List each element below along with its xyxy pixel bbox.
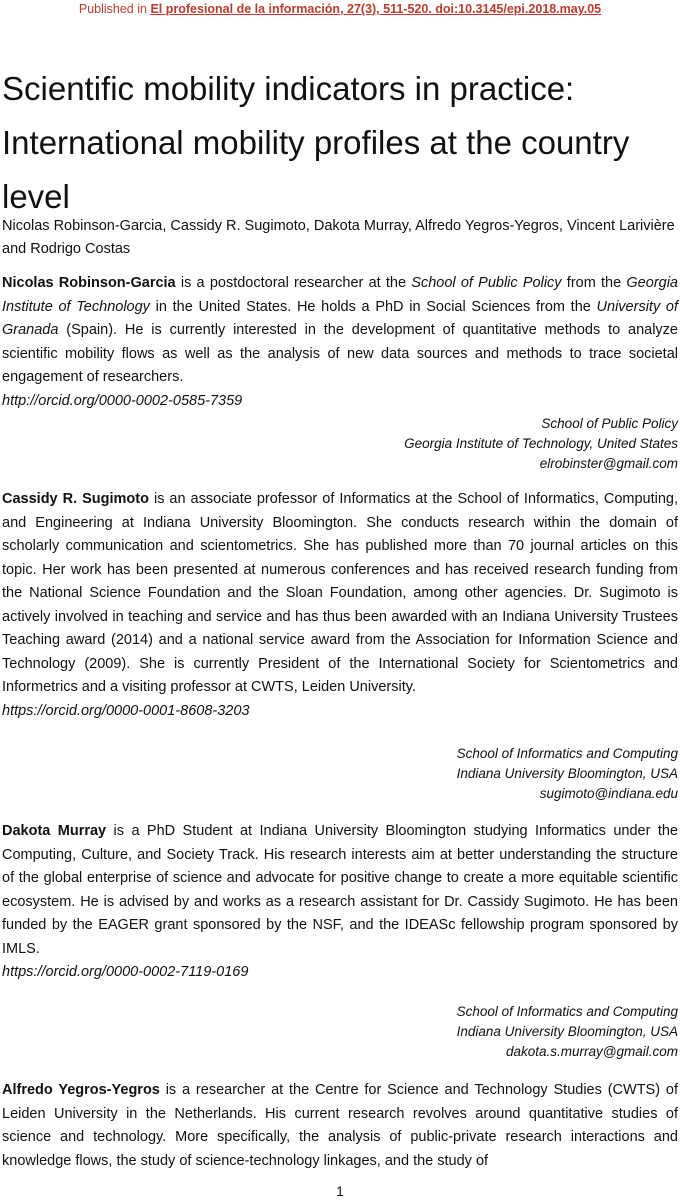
affiliation-block — [178, 414, 678, 474]
affiliation-line: School of Informatics and Computing — [456, 1004, 678, 1019]
bio-name: Alfredo Yegros-Yegros — [2, 1082, 160, 1098]
orcid-link[interactable]: https://orcid.org/0000-0001-8608-3203 — [2, 702, 250, 719]
bio-text: is a PhD Student at Indiana University Bloomington studying Informatics under the Computing, Culture, and Society Track. His research interests aim at better understanding the structure of the global enterprise of science and advocate for positive change to create a more equitable scientific ecosystem. He is advised by and works as a research assistant for Dr. Cassidy Sugimoto. He has been funded by the EAGER grant sponsored by the NSF, and the IDEASc fellowship program sponsored by IMLS. — [2, 823, 678, 957]
affiliation-line: Georgia Institute of Technology, United States — [404, 436, 678, 451]
affiliation-block — [178, 744, 678, 804]
affiliation-line: School of Informatics and Computing — [456, 746, 678, 761]
bio-italic: Georgia Institute of Technology — [2, 275, 678, 315]
header-prefix: Published in — [78, 2, 147, 16]
bio-text: in the United States. He holds a PhD in Social Sciences from the — [149, 298, 597, 315]
orcid-link[interactable]: http://orcid.org/0000-0002-0585-7359 — [2, 392, 243, 409]
paper-title: Scientific mobility indicators in practice: International mobility profiles at the country level — [2, 70, 630, 215]
affiliation-email[interactable]: dakota.s.murray@gmail.com — [505, 1044, 678, 1059]
bio-text: is an associate professor of Informatics at the School of Informatics, Computing, and Engineering at Indiana University Bloomington. She conducts research within the domain of scholarly communication and scientometrics. She has published more than 70 journal articles on this topic. Her work has been presented at numerous conferences and has received research funding from the National Science Foundation and the Sloan Foundation, among other agencies. Dr. Sugimoto is actively involved in teaching and service and has thus been awarded with an Indiana University Trustees Teaching award (2014) and a national service award from the Association for Information Science and Technology (2009). She is currently President of the International Society for Scientometrics and Informetrics and a visiting professor at CWTS, Leiden University. — [2, 491, 678, 695]
author-list: Nicolas Robinson-Garcia, Cassidy R. Sugimoto, Dakota Murray, Alfredo Yegros-Yegros, Vincent Larivière and Rodrigo Costas — [2, 218, 675, 257]
bio-text: is a postdoctoral researcher at the — [175, 275, 412, 291]
affiliation-line: School of Public Policy — [541, 416, 678, 431]
page-number: 1 — [336, 1183, 344, 1199]
bio-murray — [2, 820, 678, 985]
bio-name: Nicolas Robinson-Garcia — [2, 275, 176, 291]
bio-name: Cassidy R. Sugimoto — [2, 491, 149, 507]
bio-text: from the — [561, 275, 627, 291]
bio-italic: School of Public Policy — [411, 275, 562, 291]
affiliation-block — [178, 1002, 678, 1062]
affiliation-email[interactable]: elrobinster@gmail.com — [539, 456, 678, 471]
bio-yegros-yegros — [2, 1079, 678, 1173]
affiliation-line: Indiana University Bloomington, USA — [456, 766, 678, 781]
bio-text: is a researcher at the Centre for Science and Technology Studies (CWTS) of Leiden University in the Netherlands. His current research revolves around quantitative studies of science and technology. More specifically, the analysis of public-private research interactions and knowledge flows, the study of science-technology linkages, and the study of — [2, 1082, 678, 1169]
bio-text: (Spain). He is currently interested in the development of quantitative methods to analyze scientific mobility flows as well as the analysis of new data sources and methods to trace societal engagement of researchers. — [2, 322, 678, 385]
bio-italic: University of Granada — [2, 298, 678, 338]
affiliation-line: Indiana University Bloomington, USA — [456, 1024, 678, 1039]
bio-name: Dakota Murray — [2, 823, 107, 839]
bio-robinson-garcia — [2, 272, 678, 413]
citation-link[interactable]: El profesional de la información, 27(3), 511-520. doi:10.3145/epi.2018.may.05 — [150, 2, 602, 16]
publication-header — [0, 0, 680, 18]
bio-sugimoto — [2, 488, 678, 723]
affiliation-email[interactable]: sugimoto@indiana.edu — [539, 786, 678, 801]
orcid-link[interactable]: https://orcid.org/0000-0002-7119-0169 — [2, 964, 249, 980]
